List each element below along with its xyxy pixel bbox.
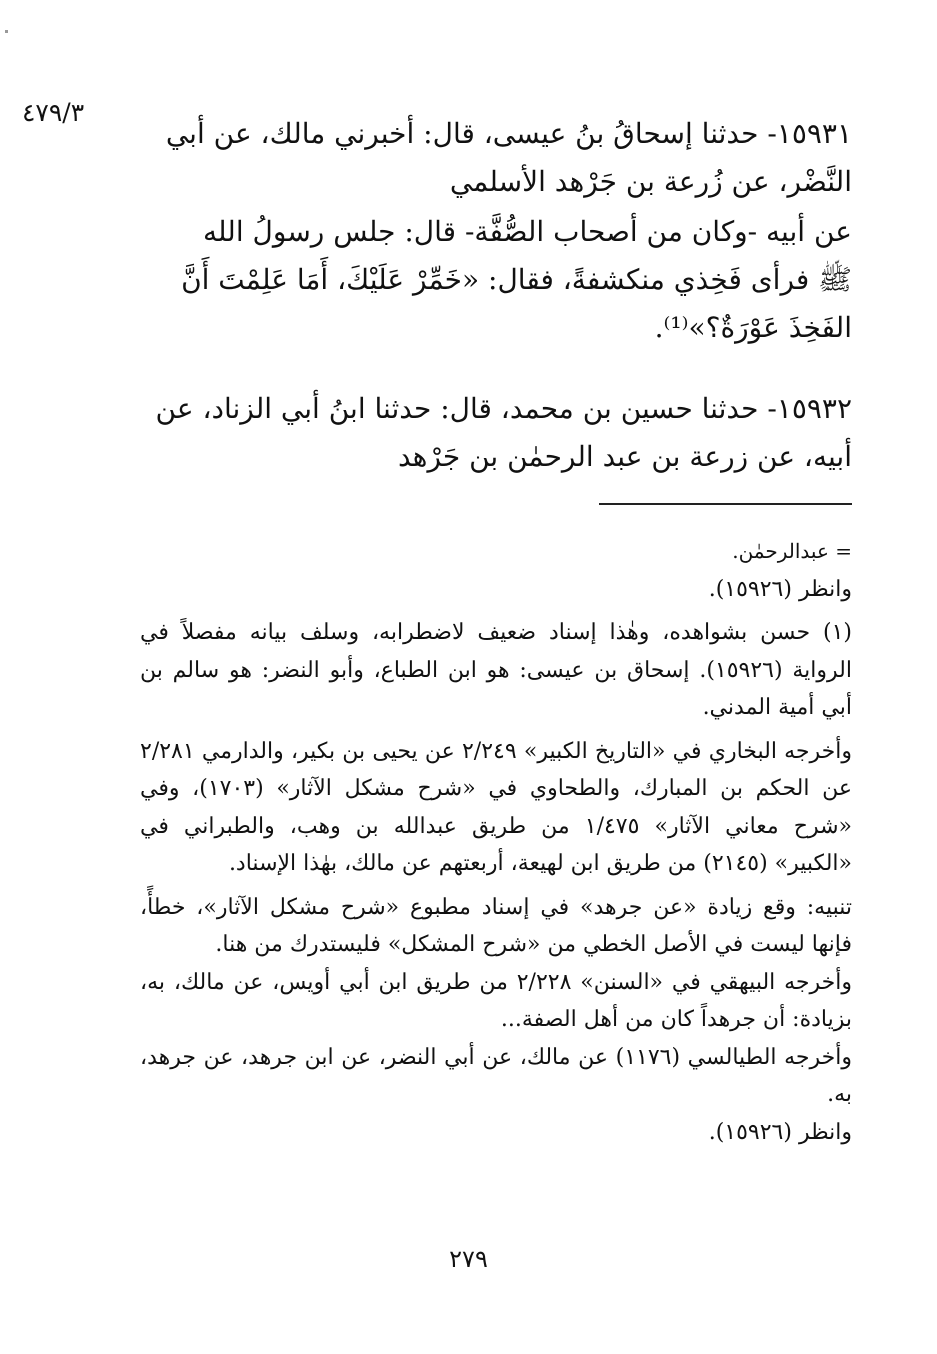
margin-reference: ٤٧٩/٣ (22, 98, 85, 127)
page-number: ٢٧٩ (449, 1245, 488, 1273)
hadith-line: ١٥٩٣٢- حدثنا حسين بن محمد، قال: حدثنا ابنُ أبي الزناد، عن (155, 392, 852, 425)
footnote-paragraph: وأخرجه البيهقي في «السنن» ٢/٢٢٨ من طريق ابن أبي أويس، عن مالك، به، بزيادة: أن جرهداً كان من أهل الصفة... (140, 969, 852, 1032)
hadith-15932 (140, 385, 852, 481)
footnote-paragraph: وانظر (١٥٩٢٦). (708, 1119, 852, 1145)
hadith-15931-matn (140, 208, 852, 352)
hadith-15931-header (140, 110, 852, 206)
hadith-line: عن أبيه -وكان من أصحاب الصُّفَّة- قال: جلس رسولُ الله (203, 215, 852, 248)
footnote-paragraph: وانظر (١٥٩٢٦). (708, 576, 852, 602)
footnote-continuation: = عبدالرحمٰن. (732, 539, 852, 563)
hadith-line: النَّضْر، عن زُرعة بن جَرْهد الأسلمي (449, 165, 852, 198)
footnotes (140, 533, 852, 1151)
hadith-line: ١٥٩٣١- حدثنا إسحاقُ بنُ عيسى، قال: أخبرني مالك، عن أبي (165, 117, 852, 150)
hadith-line: ﷺ فرأى فَخِذي منكشفةً، فقال: «خَمِّرْ عَلَيْكَ، أَمَا عَلِمْتَ أَنَّ (181, 263, 852, 296)
footnote-paragraph: (١) حسن بشواهده، وهٰذا إسناد ضعيف لاضطرابه، وسلف بيانه مفصلاً في الرواية (١٥٩٢٦). إسحاق بن عيسى: هو ابن الطباع، وأبو النضر: هو سالم بن أبي أمية المدني. (140, 620, 852, 720)
footnote-paragraph: وأخرجه الطيالسي (١١٧٦) عن مالك، عن أبي النضر، عن ابن جرهد، عن جرهد، به. (140, 1044, 852, 1107)
footnote-divider (599, 503, 852, 505)
footnote-paragraph: وأخرجه البخاري في «التاريخ الكبير» ٢/٢٤٩ عن يحيى بن بكير، والدارمي ٢/٢٨١ عن الحكم بن المبارك، والطحاوي في «شرح مشكل الآثار» (١٧٠٣)، وفي «شرح معاني الآثار» ١/٤٧٥ من طريق عبدالله بن وهب، والطبراني في «الكبير» (٢١٤٥) من طريق ابن لهيعة، أربعتهم عن مالك، بهٰذا الإسناد. (140, 738, 853, 876)
hadith-line: الفَخِذَ عَوْرَةٌ؟»⁽¹⁾. (654, 311, 852, 344)
footnote-paragraph: تنبيه: وقع زيادة «عن جرهد» في إسناد مطبوع «شرح مشكل الآثار»، خطأً، فإنها ليست في الأصل الخطي من «شرح المشكل» فليستدرك من هنا. (140, 894, 852, 957)
scan-speck (5, 30, 8, 33)
hadith-line: أبيه، عن زرعة بن عبد الرحمٰن بن جَرْهد (397, 440, 852, 473)
